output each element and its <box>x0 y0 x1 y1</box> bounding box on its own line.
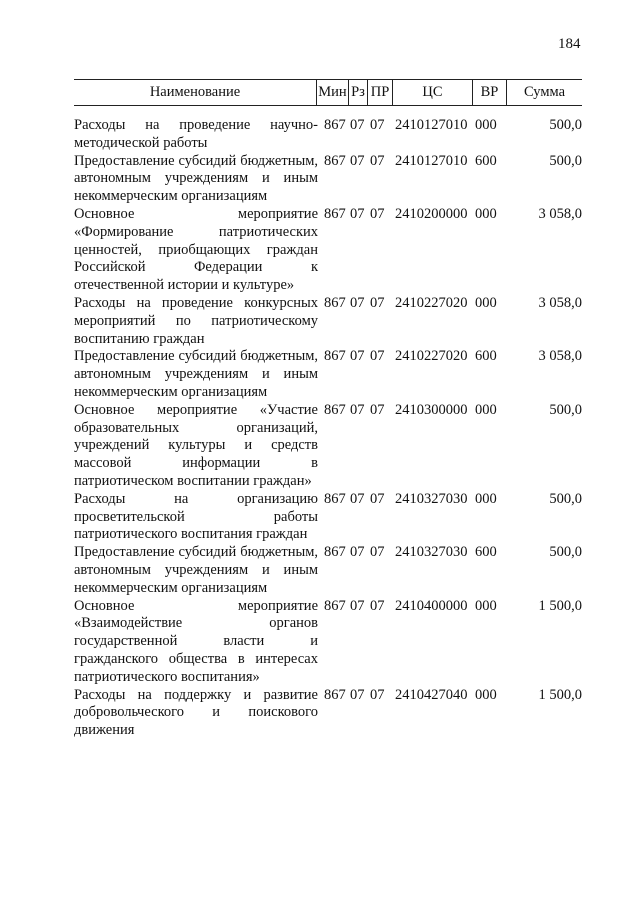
row-pr: 07 <box>370 117 385 133</box>
row-vr: 000 <box>475 490 497 507</box>
row-name: Основное мероприятие «Взаимодействие органов государственной власти и гражданского общества в интересах патриотического воспитания» <box>74 597 318 685</box>
row-name: Расходы на проведение научно-методической работы <box>74 117 318 151</box>
row-sum: 1 500,0 <box>538 686 582 703</box>
row-sum: 3 058,0 <box>538 294 582 311</box>
row-cs: 2410400000 <box>395 597 468 614</box>
row-name: Предоставление субсидий бюджетным, автономным учреждениям и иным некоммерческим организациям <box>74 348 318 400</box>
row-vr: 000 <box>475 597 497 614</box>
row-cs: 2410327030 <box>395 544 468 561</box>
row-min: 867 <box>324 117 346 133</box>
row-min: 867 <box>324 686 346 703</box>
row-min: 867 <box>324 401 346 418</box>
row-cs: 2410127010 <box>395 152 468 169</box>
row-min: 867 <box>324 205 346 222</box>
row-sum: 3 058,0 <box>538 348 582 365</box>
page-number: 184 <box>558 36 581 52</box>
row-cs: 2410300000 <box>395 401 468 418</box>
table-header <box>74 79 582 106</box>
row-name: Предоставление субсидий бюджетным, автономным учреждениям и иным некоммерческим организациям <box>74 544 318 596</box>
table-row <box>74 402 582 491</box>
row-pr: 07 <box>370 490 385 507</box>
row-rz: 07 <box>350 401 365 418</box>
header-sum: Сумма <box>506 80 582 105</box>
row-rz: 07 <box>350 686 365 703</box>
header-name: Наименование <box>149 84 241 100</box>
table-row <box>74 491 582 544</box>
row-vr: 000 <box>475 117 497 133</box>
row-name: Расходы на проведение конкурсных мероприятий по патриотическому воспитанию граждан <box>74 294 318 347</box>
row-vr: 000 <box>475 401 497 418</box>
row-cs: 2410427040 <box>395 686 468 703</box>
row-sum: 500,0 <box>549 544 582 561</box>
row-cs: 2410327030 <box>395 490 468 507</box>
row-vr: 600 <box>475 152 497 169</box>
row-pr: 07 <box>370 205 385 222</box>
row-sum: 500,0 <box>549 490 582 507</box>
row-min: 867 <box>324 490 346 507</box>
row-name: Расходы на организацию просветительской работы патриотического воспитания граждан <box>74 490 318 543</box>
row-min: 867 <box>324 294 346 311</box>
row-name: Расходы на поддержку и развитие добровольческого и поискового движения <box>74 686 318 739</box>
row-rz: 07 <box>350 490 365 507</box>
table-row <box>74 687 582 740</box>
row-pr: 07 <box>370 401 385 418</box>
row-name: Основное мероприятие «Участие образовательных организаций, учреждений культуры и средств массовой информации в патриотическом воспитании граждан» <box>74 401 318 489</box>
row-min: 867 <box>324 544 346 561</box>
row-cs: 2410127010 <box>395 117 468 133</box>
row-vr: 000 <box>475 686 497 703</box>
row-vr: 000 <box>475 205 497 222</box>
row-pr: 07 <box>370 348 385 365</box>
row-name: Предоставление субсидий бюджетным, автономным учреждениям и иным некоммерческим организациям <box>74 152 318 205</box>
row-sum: 500,0 <box>549 152 582 169</box>
table-row <box>74 206 582 295</box>
row-cs: 2410227020 <box>395 294 468 311</box>
row-rz: 07 <box>350 348 365 365</box>
table-row <box>74 598 582 687</box>
header-rz: Рз <box>348 80 367 105</box>
table-row <box>74 544 582 597</box>
row-min: 867 <box>324 597 346 614</box>
row-min: 867 <box>324 152 346 169</box>
row-sum: 3 058,0 <box>538 205 582 222</box>
row-pr: 07 <box>370 152 385 169</box>
table-body <box>74 117 582 740</box>
table-row <box>74 153 582 206</box>
row-rz: 07 <box>350 597 365 614</box>
row-pr: 07 <box>370 294 385 311</box>
row-sum: 500,0 <box>549 401 582 418</box>
row-name: Основное мероприятие «Формирование патриотических ценностей, приобщающих граждан Российской Федерации к отечественной истории и культуре» <box>74 205 318 294</box>
row-rz: 07 <box>350 152 365 169</box>
row-rz: 07 <box>350 117 365 133</box>
row-rz: 07 <box>350 544 365 561</box>
row-sum: 500,0 <box>549 117 582 133</box>
row-pr: 07 <box>370 597 385 614</box>
row-vr: 000 <box>475 294 497 311</box>
header-cs: ЦС <box>392 80 472 105</box>
table-row <box>74 348 582 401</box>
table-row <box>74 117 582 153</box>
header-pr: ПР <box>367 80 392 105</box>
row-sum: 1 500,0 <box>538 597 582 614</box>
row-rz: 07 <box>350 294 365 311</box>
row-rz: 07 <box>350 205 365 222</box>
header-vr: ВР <box>472 80 506 105</box>
row-vr: 600 <box>475 544 497 561</box>
table-row <box>74 295 582 348</box>
row-pr: 07 <box>370 544 385 561</box>
row-min: 867 <box>324 348 346 365</box>
header-min: Мин <box>316 80 348 105</box>
row-cs: 2410227020 <box>395 348 468 365</box>
row-cs: 2410200000 <box>395 205 468 222</box>
row-vr: 600 <box>475 348 497 365</box>
row-pr: 07 <box>370 686 385 703</box>
